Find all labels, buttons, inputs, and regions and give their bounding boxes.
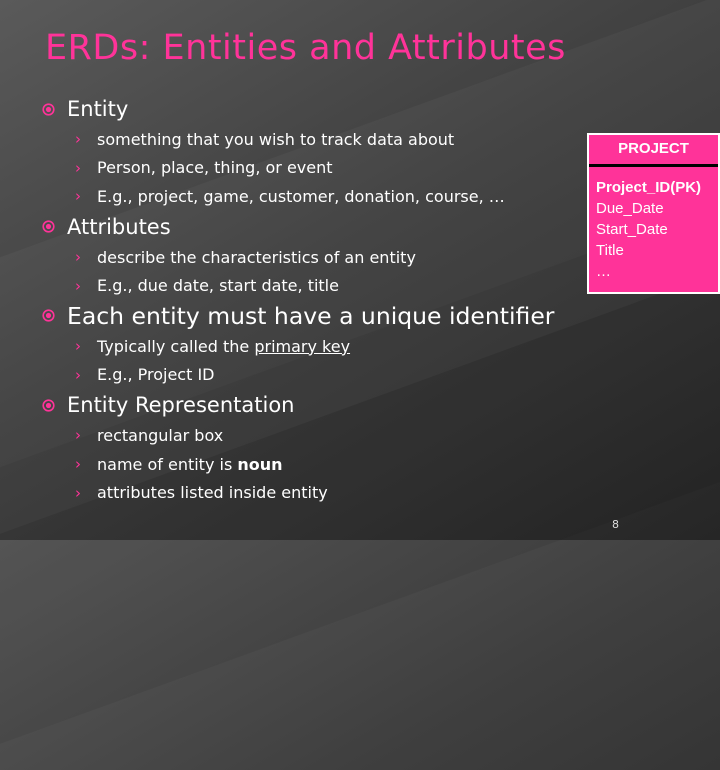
chevron-right-icon: › <box>75 276 81 295</box>
circled-dot-icon <box>42 399 55 412</box>
bullet-heading: Entity Representation <box>67 393 295 418</box>
entity-attribute: Start_Date <box>596 221 668 238</box>
sub-bullet: › something that you wish to track data about <box>75 129 455 149</box>
entity-name: PROJECT <box>618 140 689 157</box>
primary-key-term: primary key <box>254 336 351 356</box>
sub-bullet: › E.g., due date, start date, title <box>75 276 339 296</box>
chevron-right-icon: › <box>75 130 81 149</box>
bullet-heading: Attributes <box>67 214 171 239</box>
chevron-right-icon: › <box>75 187 81 206</box>
slide-title: ERDs: Entities and Attributes <box>45 28 566 68</box>
entity-divider <box>589 164 718 167</box>
sub-bullet: › rectangular box <box>75 425 224 445</box>
bullet-heading: Entity <box>67 97 129 121</box>
bullet-attributes <box>42 211 682 243</box>
chevron-right-icon: › <box>75 158 81 177</box>
chevron-right-icon: › <box>75 483 81 502</box>
chevron-right-icon: › <box>75 365 81 384</box>
sub-bullet: › name of entity is noun <box>75 454 283 474</box>
entity-attribute: Title <box>596 242 624 259</box>
noun-term: noun <box>237 454 283 474</box>
bullet-list <box>42 93 682 507</box>
bullet-unique-identifier <box>42 300 682 332</box>
entity-primary-key: Project_ID(PK) <box>596 179 702 196</box>
bullet-heading: Each entity must have a unique identifier <box>67 301 555 330</box>
bullet-entity-representation <box>42 389 682 421</box>
sub-bullet: › E.g., project, game, customer, donation, course, … <box>75 186 505 206</box>
chevron-right-icon: › <box>75 248 81 267</box>
sub-bullet: › describe the characteristics of an entity <box>75 247 416 267</box>
entity-box <box>587 133 720 294</box>
chevron-right-icon: › <box>75 426 81 445</box>
sub-bullet: › E.g., Project ID <box>75 365 215 385</box>
page-number: 8 <box>612 518 619 531</box>
entity-attribute: Due_Date <box>596 200 664 217</box>
circled-dot-icon <box>42 309 55 322</box>
sub-bullet: › Person, place, thing, or event <box>75 158 333 178</box>
chevron-right-icon: › <box>75 337 81 356</box>
entity-attribute: … <box>596 263 611 280</box>
bullet-entity <box>42 93 682 125</box>
circled-dot-icon <box>42 220 55 233</box>
circled-dot-icon <box>42 103 55 116</box>
sub-bullet: › Typically called the primary key <box>75 336 351 356</box>
chevron-right-icon: › <box>75 455 81 474</box>
sub-bullet: › attributes listed inside entity <box>75 483 328 503</box>
